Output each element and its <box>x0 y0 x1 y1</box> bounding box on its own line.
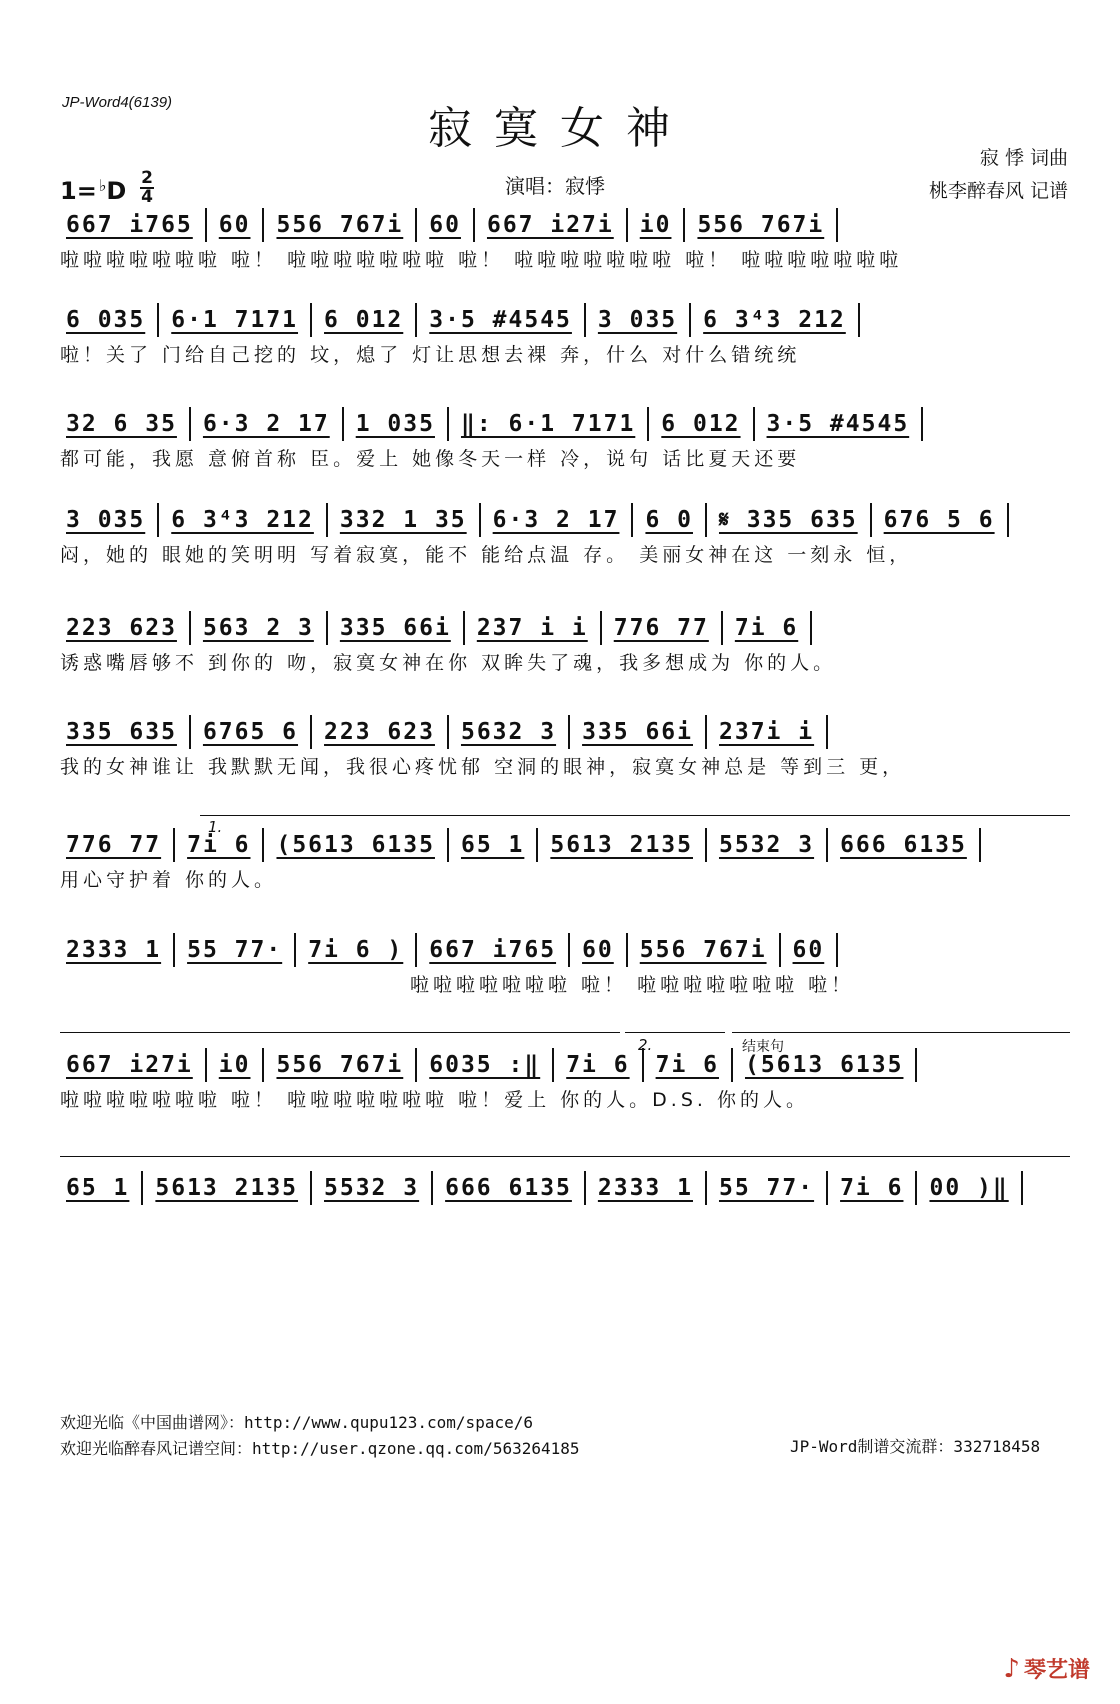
bar-line <box>915 1171 917 1205</box>
measure: 776 77 <box>613 615 709 641</box>
staff-row <box>60 930 1070 1000</box>
measure: 563 2 3 <box>202 615 314 641</box>
measure: 6 3⁴3 212 <box>703 307 846 333</box>
bar-line <box>342 407 344 441</box>
measure: (5613 6135 <box>276 832 435 858</box>
version-label: JP-Word4(6139) <box>62 94 173 111</box>
bar-line <box>552 1048 554 1082</box>
bar-line <box>705 1171 707 1205</box>
bar-line <box>689 303 691 337</box>
measure: 00 )‖ <box>929 1175 1009 1201</box>
bar-line <box>189 715 191 749</box>
bar-line <box>262 208 264 242</box>
measure: 3 035 <box>597 307 678 333</box>
measure: 556 767i <box>276 1052 404 1078</box>
measure: 6765 6 <box>202 719 299 745</box>
bar-line <box>447 407 449 441</box>
notes-line <box>60 930 1070 970</box>
measure: 7i 6 <box>840 1175 904 1201</box>
bar-line <box>779 933 781 967</box>
bar-line <box>173 933 175 967</box>
measure: 335 66i <box>339 615 451 641</box>
measure: 332 1 35 <box>339 507 467 533</box>
staff-row <box>60 500 1070 570</box>
staff-row <box>60 1168 1070 1238</box>
logo-icon: ♪ <box>1003 1654 1020 1684</box>
measure: 6035 :‖ <box>429 1052 541 1078</box>
bar-line <box>870 503 872 537</box>
notes-line <box>60 500 1070 540</box>
bar-line <box>205 1048 207 1082</box>
bar-line <box>826 715 828 749</box>
bar-line <box>189 407 191 441</box>
measure: 776 77 <box>66 832 162 858</box>
measure: 666 6135 <box>445 1175 572 1201</box>
measure: i0 <box>639 212 672 238</box>
bar-line <box>415 1048 417 1082</box>
site-logo <box>1003 1653 1090 1684</box>
measure: 60 <box>792 937 825 963</box>
bar-line <box>705 828 707 862</box>
bar-line <box>326 611 328 645</box>
measure: 1 035 <box>355 411 435 437</box>
measure: 7i 6 ) <box>308 937 404 963</box>
notes-line <box>60 205 1070 245</box>
bar-line <box>979 828 981 862</box>
footer-links <box>60 1410 580 1462</box>
key-note: D <box>106 177 127 205</box>
volta-second: 2. <box>638 1036 653 1054</box>
measure: 5632 3 <box>460 719 557 745</box>
meter-bottom: 4 <box>141 187 153 207</box>
bar-line <box>479 503 481 537</box>
staff-row <box>60 404 1070 474</box>
bar-line <box>810 611 812 645</box>
measure: 6 012 <box>324 307 404 333</box>
bar-line <box>721 611 723 645</box>
measure: i0 <box>218 1052 251 1078</box>
measure: ‖: 6·1 7171 <box>460 411 636 437</box>
bar-line <box>189 611 191 645</box>
measure: 335 635 <box>66 719 177 745</box>
song-title: 寂寞女神 <box>428 103 692 154</box>
lyrics-line: 用心守护着 你的人。 <box>60 869 278 891</box>
key-signature <box>60 176 126 205</box>
bar-line <box>836 933 838 967</box>
measure: 335 66i <box>582 719 693 745</box>
measure: 6 0 <box>645 507 693 533</box>
lyrics-line: 都可能，我愿 意俯首称 臣。爱上 她像冬天一样 冷，说句 话比夏天还要 <box>60 448 801 470</box>
lyrics-line <box>60 1208 1070 1238</box>
bar-line <box>310 303 312 337</box>
bar-line <box>921 407 923 441</box>
bar-line <box>1007 503 1009 537</box>
bar-line <box>915 1048 917 1082</box>
bar-line <box>647 407 649 441</box>
bar-line <box>431 1171 433 1205</box>
bar-line <box>626 933 628 967</box>
measure: 65 1 <box>66 1175 130 1201</box>
volta-first-line <box>200 815 1070 816</box>
measure: 5613 2135 <box>550 832 693 858</box>
bar-line <box>310 715 312 749</box>
bar-line <box>463 611 465 645</box>
bar-line <box>731 1048 733 1082</box>
bar-line <box>683 208 685 242</box>
bar-line <box>600 611 602 645</box>
bar-line <box>415 208 417 242</box>
measure: 3 035 <box>66 507 146 533</box>
bar-line <box>473 208 475 242</box>
lyrics-line: 啦啦啦啦啦啦啦 啦！ 啦啦啦啦啦啦啦 啦！爱上 你的人。D.S. 你的人。 <box>60 1089 809 1111</box>
measure: 223 623 <box>66 615 177 641</box>
footer-qq: JP-Word制谱交流群：332718458 <box>790 1437 1041 1456</box>
flat-sign: ♭ <box>98 176 107 195</box>
bar-line <box>631 503 633 537</box>
measure: 7i 6 <box>734 615 799 641</box>
lyrics-line: 闷，她的 眼她的笑明明 写着寂寞，能不 能给点温 存。 美丽女神在这 一刻永 恒， <box>60 544 913 566</box>
measure: 237i i <box>719 719 815 745</box>
bar-line <box>836 208 838 242</box>
lyrics-line: 我的女神谁让 我默默无闻，我很心疼忧郁 空洞的眼神，寂寞女神总是 等到三 更， <box>60 756 906 778</box>
bar-line <box>826 1171 828 1205</box>
footer-line2: 欢迎光临醉春风记谱空间：http://user.qzone.qq.com/563264185 <box>60 1439 580 1458</box>
measure: 32 6 35 <box>66 411 177 437</box>
bar-line <box>568 715 570 749</box>
measure: 556 767i <box>639 937 767 963</box>
coda-label: 结束句 <box>742 1039 784 1055</box>
key-prefix: 1= <box>60 177 97 205</box>
staff-row <box>60 205 1070 275</box>
volta-second-line <box>625 1032 725 1033</box>
bar-line <box>568 933 570 967</box>
footer-line1: 欢迎光临《中国曲谱网》：http://www.qupu123.com/space/6 <box>60 1413 533 1432</box>
logo-text: 琴艺谱 <box>1023 1658 1090 1683</box>
measure: 556 767i <box>276 212 404 238</box>
bar-line <box>705 503 707 537</box>
measure: 6·1 7171 <box>171 307 299 333</box>
measure: 55 77· <box>187 937 283 963</box>
measure: 60 <box>218 212 251 238</box>
measure: 676 5 6 <box>883 507 995 533</box>
lyrics-line: 啦啦啦啦啦啦啦 啦！ 啦啦啦啦啦啦啦 啦！ 啦啦啦啦啦啦啦 啦！ 啦啦啦啦啦啦啦 <box>60 249 903 271</box>
measure: 666 6135 <box>840 832 967 858</box>
measure: 667 i27i <box>486 212 614 238</box>
measure: (5613 6135 <box>744 1052 904 1078</box>
credit-transcriber: 桃李醉春风 记谱 <box>928 180 1068 202</box>
staff-row <box>60 1045 1070 1115</box>
measure: 6·3 2 17 <box>492 507 620 533</box>
bar-line <box>447 715 449 749</box>
measure: 3·5 #4545 <box>766 411 910 437</box>
measure: 2333 1 <box>597 1175 693 1201</box>
notes-line <box>60 608 1070 648</box>
measure: 𝄋 335 635 <box>718 507 858 533</box>
measure: 237 i i <box>476 615 588 641</box>
measure: 5532 3 <box>718 832 815 858</box>
bar-line <box>262 828 264 862</box>
final-line <box>60 1156 1070 1157</box>
measure: 2333 1 <box>66 937 162 963</box>
bar-line <box>205 208 207 242</box>
bar-line <box>310 1171 312 1205</box>
bar-line <box>157 503 159 537</box>
measure: 65 1 <box>460 832 525 858</box>
measure: 7i 6 <box>655 1052 719 1078</box>
measure: 6 035 <box>66 307 146 333</box>
bar-line <box>705 715 707 749</box>
bar-line <box>626 208 628 242</box>
notes-line <box>60 1168 1070 1208</box>
bar-line <box>858 303 860 337</box>
credits <box>929 142 1068 208</box>
repeat-line <box>60 1032 620 1033</box>
notes-line <box>60 712 1070 752</box>
notes-line <box>60 1045 1070 1085</box>
measure: 667 i765 <box>66 212 193 238</box>
measure: 7i 6 <box>566 1052 630 1078</box>
bar-line <box>1021 1171 1023 1205</box>
measure: 667 i765 <box>429 937 557 963</box>
bar-line <box>262 1048 264 1082</box>
bar-line <box>826 828 828 862</box>
measure: 6 3⁴3 212 <box>171 507 314 533</box>
bar-line <box>584 303 586 337</box>
bar-line <box>447 828 449 862</box>
bar-line <box>294 933 296 967</box>
measure: 556 767i <box>697 212 825 238</box>
measure: 223 623 <box>324 719 435 745</box>
bar-line <box>173 828 175 862</box>
credit-composer: 寂 悸 词曲 <box>979 147 1068 169</box>
bar-line <box>753 407 755 441</box>
measure: 55 77· <box>718 1175 815 1201</box>
measure: 5532 3 <box>324 1175 420 1201</box>
measure: 5613 2135 <box>155 1175 299 1201</box>
bar-line <box>415 303 417 337</box>
lyrics-line: 诱惑嘴唇够不 到你的 吻，寂寞女神在你 双眸失了魂，我多想成为 你的人。 <box>60 652 837 674</box>
staff-row <box>60 300 1070 370</box>
measure: 7i 6 <box>187 832 251 858</box>
staff-row <box>60 712 1070 782</box>
notes-line <box>60 404 1070 444</box>
lyrics-line: 啦！关了 门给自己挖的 坟，熄了 灯让思想去裸 奔，什么 对什么错统统 <box>60 344 801 366</box>
lyrics-line: 啦啦啦啦啦啦啦 啦！ 啦啦啦啦啦啦啦 啦！ <box>410 974 855 996</box>
meter-top: 2 <box>141 168 153 188</box>
volta-first: 1. <box>208 818 223 836</box>
notes-line <box>60 300 1070 340</box>
bar-line <box>141 1171 143 1205</box>
measure: 667 i27i <box>66 1052 193 1078</box>
measure: 6·3 2 17 <box>202 411 330 437</box>
staff-row <box>60 608 1070 678</box>
bar-line <box>157 303 159 337</box>
measure: 60 <box>582 937 614 963</box>
measure: 60 <box>429 212 461 238</box>
singer-label: 演唱：寂悸 <box>505 174 605 198</box>
measure: 6 012 <box>661 411 741 437</box>
measure: 3·5 #4545 <box>429 307 572 333</box>
bar-line <box>584 1171 586 1205</box>
bar-line <box>536 828 538 862</box>
bar-line <box>326 503 328 537</box>
time-signature <box>140 170 154 206</box>
bar-line <box>415 933 417 967</box>
coda-line <box>732 1032 1070 1033</box>
